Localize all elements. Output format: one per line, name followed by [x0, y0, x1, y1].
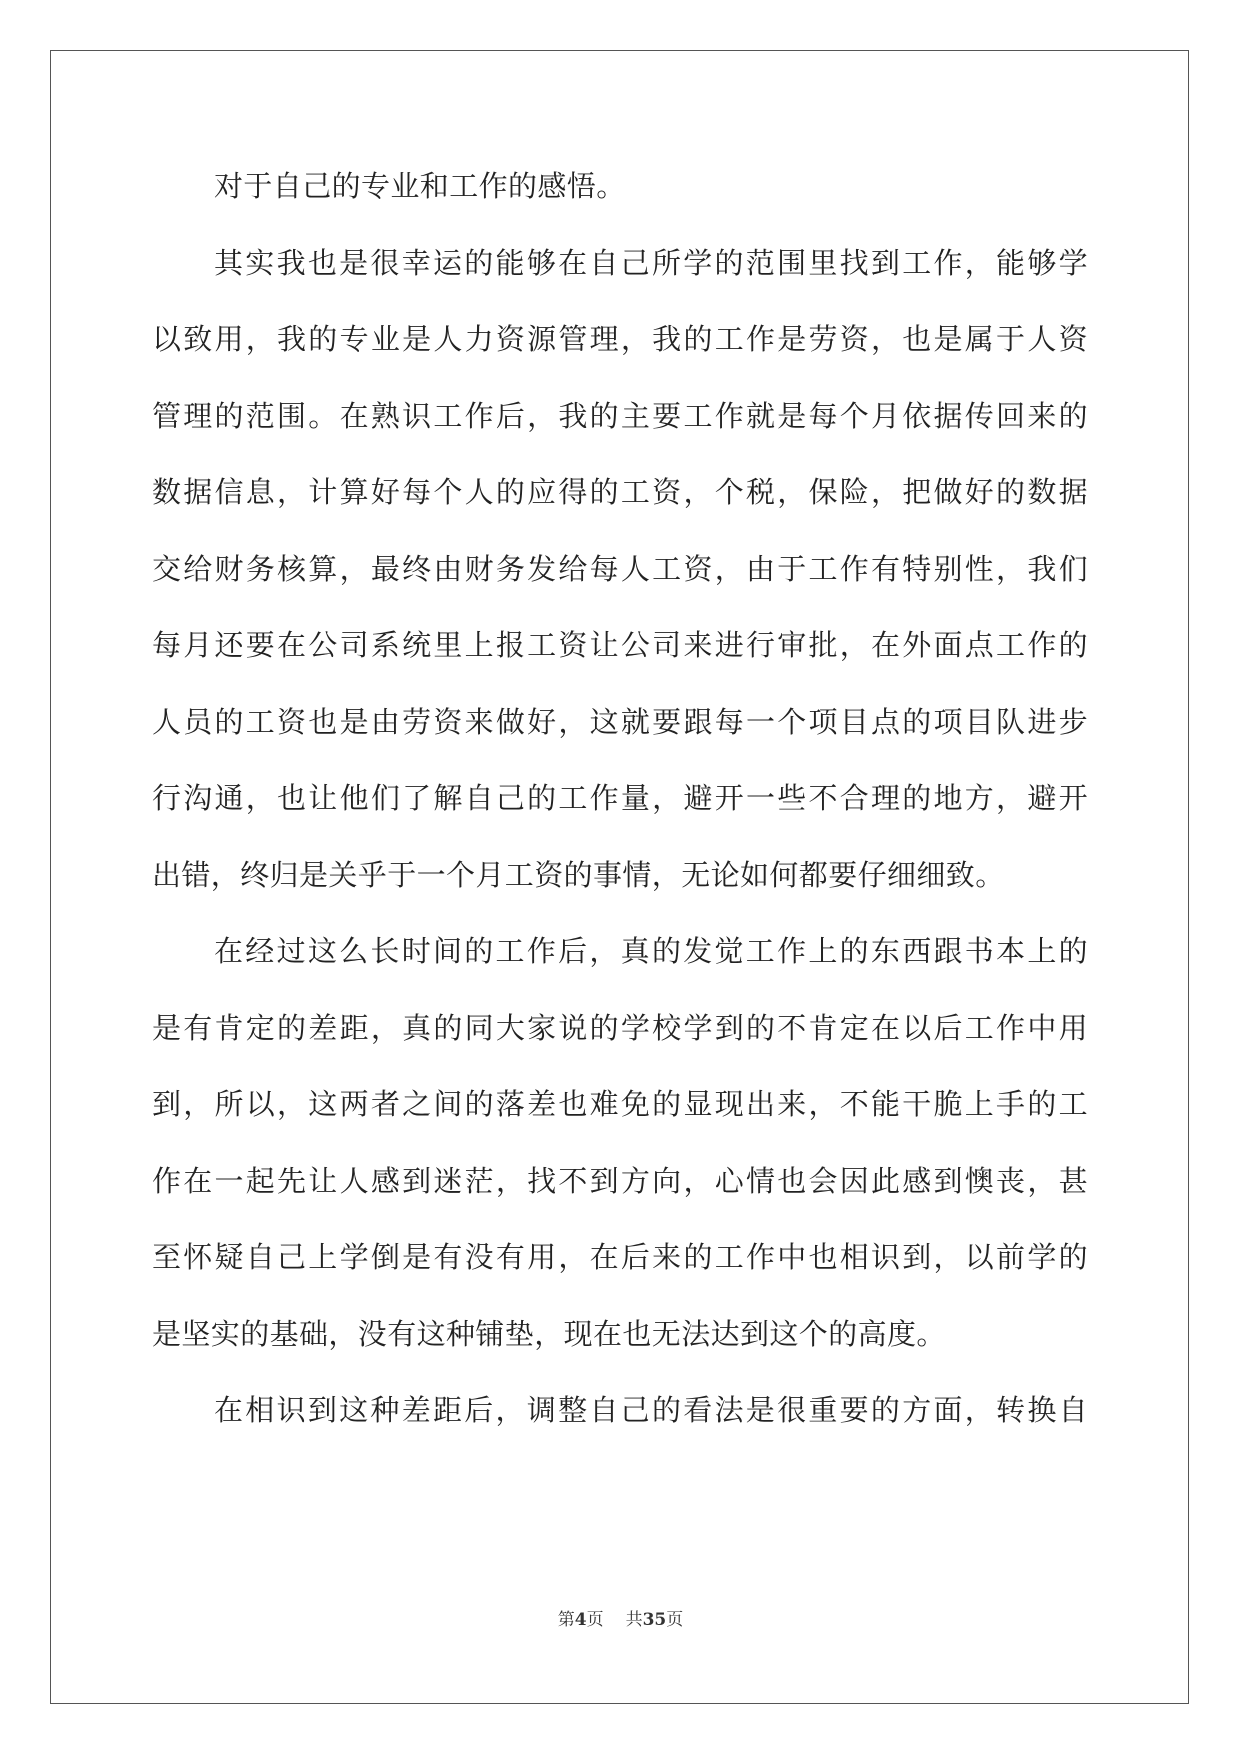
text-line: 每月还要在公司系统里上报工资让公司来进行审批，在外面点工作的	[152, 628, 1088, 662]
text-line: 管理的范围。在熟识工作后，我的主要工作就是每个月依据传回来的	[152, 398, 1088, 433]
text-line: 数据信息，计算好每个人的应得的工资，个税，保险，把做好的数据	[152, 475, 1088, 509]
text-line: 作在一起先让人感到迷茫，找不到方向，心情也会因此感到懊丧，甚	[152, 1163, 1088, 1198]
footer-prefix: 第	[557, 1610, 575, 1630]
text-line: 其实我也是很幸运的能够在自己所学的范围里找到工作，能够学	[214, 245, 1088, 280]
text-line: 出错，终归是关乎于一个月工资的事情，无论如何都要仔细细致。	[152, 857, 1005, 892]
text-line: 是坚实的基础，没有这种铺垫，现在也无法达到这个的高度。	[152, 1316, 946, 1351]
text-line: 在经过这么长时间的工作后，真的发觉工作上的东西跟书本上的	[214, 934, 1088, 968]
text-line: 行沟通，也让他们了解自己的工作量，避开一些不合理的地方，避开	[152, 781, 1088, 815]
text-line: 交给财务核算，最终由财务发给每人工资，由于工作有特别性，我们	[152, 551, 1088, 586]
footer-page-suffix: 页	[586, 1610, 604, 1630]
document-body	[152, 164, 1088, 1465]
footer-total-suffix: 页	[666, 1610, 684, 1630]
text-line: 是有肯定的差距，真的同大家说的学校学到的不肯定在以后工作中用	[152, 1010, 1088, 1045]
page-number: 4	[574, 1610, 587, 1630]
total-pages: 35	[642, 1610, 667, 1630]
text-line: 人员的工资也是由劳资来做好，这就要跟每一个项目点的项目队进步	[152, 704, 1088, 739]
text-line: 到，所以，这两者之间的落差也难免的显现出来，不能干脆上手的工	[152, 1087, 1088, 1121]
text-line: 对于自己的专业和工作的感悟。	[214, 169, 626, 203]
text-line: 在相识到这种差距后，调整自己的看法是很重要的方面，转换自	[214, 1393, 1088, 1427]
text-line: 至怀疑自己上学倒是有没有用，在后来的工作中也相识到，以前学的	[152, 1240, 1088, 1274]
text-line: 以致用，我的专业是人力资源管理，我的工作是劳资，也是属于人资	[152, 322, 1088, 356]
footer-total-prefix: 共	[625, 1610, 643, 1630]
page-footer	[0, 1605, 1241, 1630]
